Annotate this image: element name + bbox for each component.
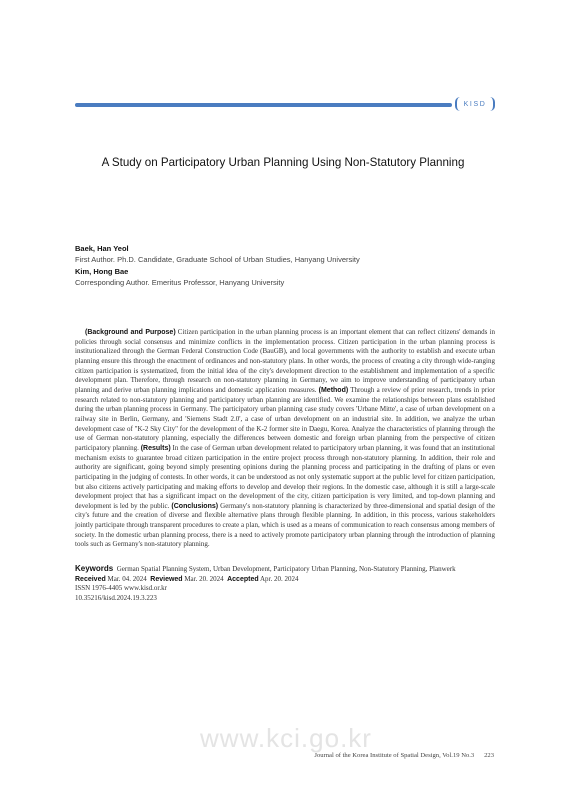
author-name: Kim, Hong Bae [75,267,129,276]
accepted-label: Accepted [227,575,259,583]
received-label: Received [75,575,106,583]
abstract-background-label: (Background and Purpose) [85,329,176,336]
author-affiliation: First Author. Ph.D. Candidate, Graduate School of Urban Studies, Hanyang University [75,255,360,264]
author-name: Baek, Han Yeol [75,244,129,253]
doi-line: 10.35216/kisd.2024.19.3.223 [75,593,157,602]
page-footer [232,752,494,759]
accepted-date: Apr. 20. 2024 [260,574,299,583]
author-affiliation: Corresponding Author. Emeritus Professor, Hanyang University [75,278,285,287]
keywords-label: Keywords [75,564,114,573]
kisd-logo [455,97,495,111]
abstract-method-label: (Method) [318,386,349,394]
keywords-line [75,564,495,575]
abstract-results-text: In the case of German urban development related to participatory urban planning, it was found that an institutional mechanism exists to guarantee broad citizen participation in the entire project process through non-statutory planning. In addition, their role and authority are significant, going beyond simply presenting opinions during the planning process and participating in the drafting of plans or even participating in the judging of contests. In other words, it can be understood as not only systematic support at the public level for citizen participation, but also citizens actively participating and making efforts to develop and develop their regions. In the domestic case, although it is still a large-scale development project that has a significant impact on the development of the city, citizen participation is very limited, and top-down planning and development is led by the public. [75,443,495,510]
reviewed-date: Mar. 20. 2024 [184,574,224,583]
issn-line: ISSN 1976-4405 www.kisd.or.kr [75,584,167,593]
received-date: Mar. 04. 2024 [107,574,147,583]
abstract-background-text: Citizen participation in the urban planning process is an important element that can reflect citizens' demands in policies through social consensus and minimize conflicts in the implementation process. Citizen participation in the urban planning process is institutionalized through the German Federal Construction Code (BauGB), and local governments with the authority to establish and execute urban planning ensure this through the enactment of ordinances and non-statutory plans. In other words, the process of creating a city through wide-ranging citizen participation is systematized, from the initial idea of the city's development direction to the establishment and implementation of a specific development plan. Therefore, through research on non-statutory planning in Germany, we aim to improve understanding of participatory urban planning and derive urban planning implications and domestic application measures. [75,328,496,394]
abstract [75,328,495,550]
abstract-conclusions-text: Germany's non-statutory planning is characterized by three-dimensional and spatial design of the city's future and the creation of diverse and flexible alternative plans through flexible planning. In addition, in this process, various stakeholders jointly participate through transparent procedures to create a plan, which is used as a means of communication to reach consensus among members of society. In the domestic urban planning process, there is a need to actively promote participatory urban planning through the introduction of planning tools such as Germany's non-statutory planning. [75,501,495,549]
footer-journal: Journal of the Korea Institute of Spatial Design, Vol.19 No.3 [314,752,475,759]
dates-line [75,575,495,585]
reviewed-label: Reviewed [150,575,183,583]
watermark: www.kci.go.kr [200,723,372,753]
page-number: 223 [484,752,494,759]
abstract-results-label: (Results) [140,444,171,452]
abstract-conclusions-label: (Conclusions) [171,502,219,510]
article-meta [75,564,495,603]
header-rule [75,103,452,107]
logo-text: KISD [463,100,487,108]
paper-title: A Study on Participatory Urban Planning Using Non-Statutory Planning [101,156,465,169]
keywords-text: German Spatial Planning System, Urban Development, Participatory Urban Planning, Non-Statutory Planning, Planwerk [116,565,456,573]
author-block [75,243,495,289]
abstract-method-text: Through a review of prior research, trends in prior research related to non-statutory planning and participatory urban planning are identified. We examine the relationships between plans established during the urban planning process in Germany. The participatory urban planning case study covers 'Urbane Mitte', a case of urban development on a railway site in Berlin, Germany, and 'Siemens Stadt 2.0', a case of urban development on an industrial site. In addition, we analyze the urban development case of "K-2 Sky City" for the development of the K-2 former site in Daegu, Korea. Analyze the characteristics of planning through the use of German non-statutory planning, especially the differences between domestic and foreign urban planning from the perspective of citizen participatory planning. [75,385,495,452]
